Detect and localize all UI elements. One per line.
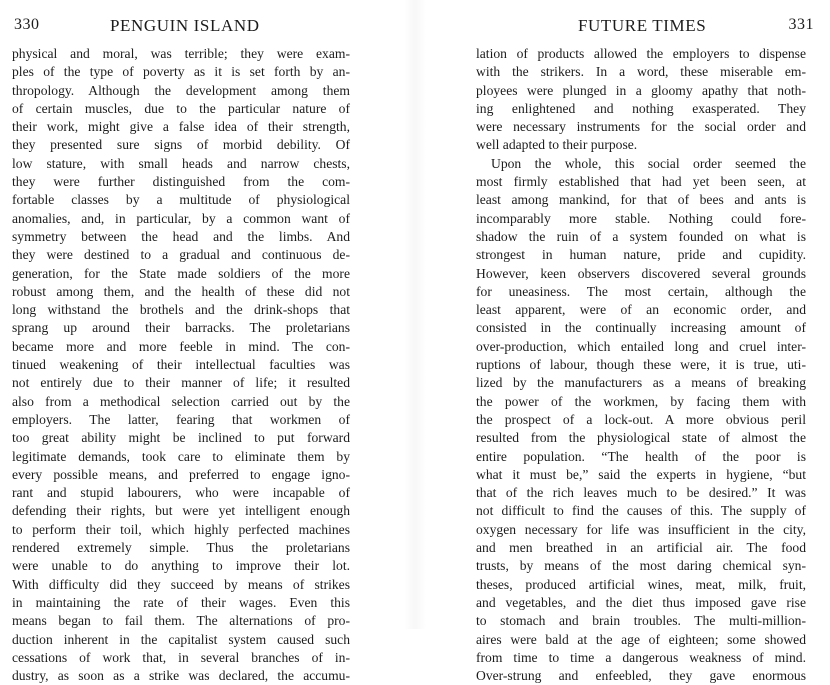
text-line: sprang up around their barracks. The proletarians bbox=[12, 320, 350, 336]
text-line: duction inherent in the capitalist system caused such bbox=[12, 631, 350, 647]
text-line: trusts, by means of the most daring chemical syn- bbox=[476, 558, 806, 574]
right-running-head bbox=[476, 16, 814, 38]
text-line: well adapted to their purpose. bbox=[476, 137, 638, 153]
text-line: rant and stupid labourers, who were incapable of bbox=[12, 485, 350, 501]
text-line: every possible means, and preferred to engage igno- bbox=[12, 466, 350, 482]
text-line: theses, produced artificial wines, meat, milk, fruit, bbox=[476, 576, 806, 592]
text-line: they were further distinguished from the com- bbox=[12, 174, 350, 190]
text-line: rendered extremely simple. Thus the proletarians bbox=[12, 540, 350, 556]
right-page bbox=[476, 0, 814, 684]
text-line: to stomach and brain troubles. The multi-million- bbox=[476, 613, 806, 629]
right-running-title: FUTURE TIMES bbox=[578, 16, 707, 35]
text-line: dustry, as soon as a strike was declared, the accumu- bbox=[12, 668, 350, 684]
text-line: least apparent, were of an economic order, and bbox=[476, 302, 806, 318]
text-line: entire population. “The health of the poor is bbox=[476, 448, 806, 464]
text-line: tinued weakening of their intellectual faculties was bbox=[12, 357, 350, 373]
text-line: to perform their toil, which highly perfected machines bbox=[12, 521, 350, 537]
left-page bbox=[12, 0, 350, 684]
text-line: lized by the manufacturers as a means of breaking bbox=[476, 375, 806, 391]
gutter bbox=[404, 0, 426, 629]
text-line: legitimate demands, took care to eliminate them by bbox=[12, 448, 350, 464]
text-line: However, keen observers discovered several grounds bbox=[476, 265, 806, 281]
left-page-number: 330 bbox=[14, 16, 40, 33]
text-line: means began to fail them. The alternations of pro- bbox=[12, 613, 350, 629]
text-line: the power of the workmen, by facing them with bbox=[476, 393, 806, 409]
text-line: oxygen necessary for life was insufficient in the city, bbox=[476, 521, 806, 537]
right-page-text bbox=[476, 45, 806, 685]
text-line: employers. The latter, fearing that workmen of bbox=[12, 411, 350, 427]
text-line: over-production, which entailed long and cruel inter- bbox=[476, 338, 806, 354]
text-line: were necessary instruments for the social order and bbox=[476, 119, 806, 135]
text-line: least among mankind, for that of bees and ants is bbox=[476, 192, 806, 208]
text-line: not difficult to find the causes of this. The supply of bbox=[476, 503, 806, 519]
text-line: ruptions of labour, though these were, it is true, uti- bbox=[476, 357, 806, 373]
left-running-head bbox=[12, 16, 350, 38]
text-line: resulted from the physiological state of almost the bbox=[476, 430, 806, 446]
text-line: low stature, with small heads and narrow chests, bbox=[12, 155, 350, 171]
text-line: for uneasiness. The most certain, although the bbox=[476, 283, 806, 299]
text-line: Over-strung and enfeebled, they gave enormous bbox=[476, 668, 806, 684]
text-line: defending their rights, but were yet intelligent enough bbox=[12, 503, 350, 519]
text-line: generation, for the State made soldiers of the more bbox=[12, 265, 350, 281]
text-line: fortable classes by a multitude of physiological bbox=[12, 192, 350, 208]
text-line: most firmly established that had yet been seen, at bbox=[476, 174, 806, 190]
text-line: cessations of work that, in several branches of in- bbox=[12, 649, 350, 665]
text-line: not entirely due to their manner of life; it resulted bbox=[12, 375, 350, 391]
text-line: ing enlightened and nothing exasperated. They bbox=[476, 100, 806, 116]
text-line: thropology. Although the development among them bbox=[12, 82, 350, 98]
text-line: became more and more feeble in mind. The con- bbox=[12, 338, 350, 354]
text-line: lation of products allowed the employers to dispense bbox=[476, 46, 806, 61]
text-line: aires were bald at the age of eighteen; some showed bbox=[476, 631, 806, 647]
text-line: they presented sure signs of morbid debility. Of bbox=[12, 137, 350, 153]
text-line: in maintaining the rate of their wages. Even this bbox=[12, 594, 350, 610]
text-line: shadow the ruin of a system founded on what is bbox=[476, 228, 806, 244]
text-line: too great ability might be inclined to put forward bbox=[12, 430, 350, 446]
text-line: anomalies, and, in particular, by a common want of bbox=[12, 210, 350, 226]
text-line: physical and moral, was terrible; they were exam- bbox=[12, 46, 350, 61]
text-line: also from a methodical selection carried out by the bbox=[12, 393, 350, 409]
text-line: were unable to do anything to improve their lot. bbox=[12, 558, 350, 574]
text-line: incomparably more stable. Nothing could fore- bbox=[476, 210, 806, 226]
text-line: with the strikers. In a word, these miserable em- bbox=[476, 64, 806, 80]
text-line: ples of the type of poverty as it is set forth by an- bbox=[12, 64, 350, 80]
text-line: they were destined to a gradual and continuous de- bbox=[12, 247, 350, 263]
left-page-text bbox=[12, 45, 350, 685]
text-line: robust among them, and the health of these did not bbox=[12, 283, 350, 299]
text-line: symmetry between the head and the limbs. And bbox=[12, 228, 350, 244]
text-line: from time to time a dangerous weakness of mind. bbox=[476, 649, 806, 665]
text-line: that of the rich leaves much to be desired.” It was bbox=[476, 485, 806, 501]
text-line: ployees were plunged in a gloomy apathy that noth- bbox=[476, 82, 806, 98]
right-page-number: 331 bbox=[788, 16, 814, 33]
text-line: and vegetables, and the diet thus imposed gave rise bbox=[476, 594, 806, 610]
text-line: long withstand the brothels and the drink-shops that bbox=[12, 302, 350, 318]
text-line: strongest in human nature, pride and cupidity. bbox=[476, 247, 806, 263]
text-line: of certain muscles, due to the particular nature of bbox=[12, 100, 350, 116]
text-line: what it must be,” said the experts in hygiene, “but bbox=[476, 466, 806, 482]
text-line: and men breathed in an artificial air. The food bbox=[476, 540, 806, 556]
text-line: Upon the whole, this social order seemed the bbox=[491, 155, 806, 171]
text-line: With difficulty did they succeed by means of strikes bbox=[12, 576, 350, 592]
left-running-title: PENGUIN ISLAND bbox=[110, 16, 260, 35]
text-line: their work, might give a false idea of their strength, bbox=[12, 119, 350, 135]
text-line: the prospect of a lock-out. A more obvious peril bbox=[476, 411, 806, 427]
text-line: consisted in the continually increasing amount of bbox=[476, 320, 806, 336]
